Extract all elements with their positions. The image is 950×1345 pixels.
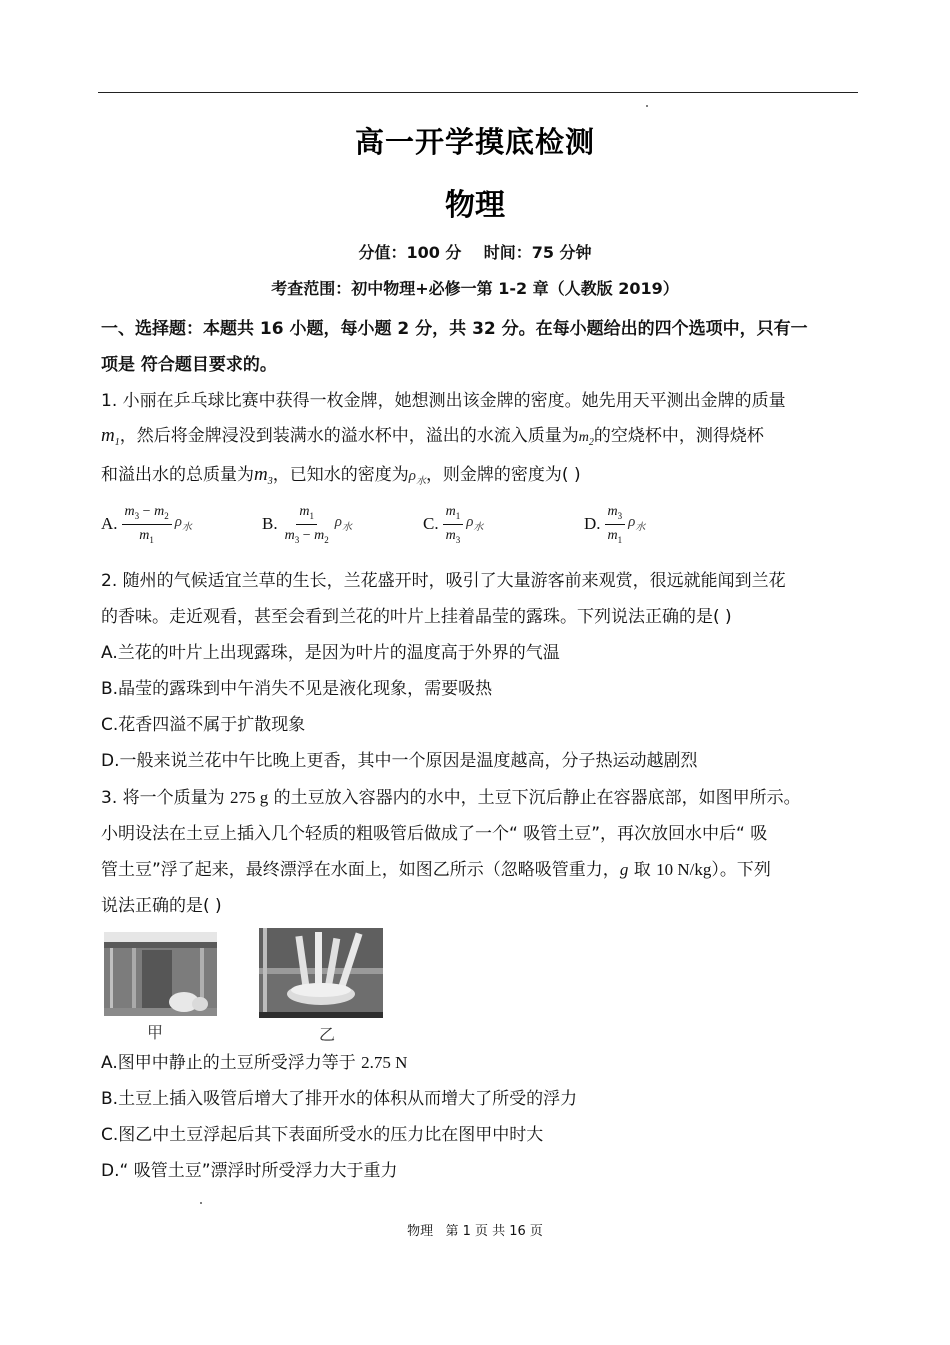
page-footer: 物理 第 1 页 共 16 页 bbox=[407, 1224, 543, 1239]
q1-option-c: C. $\frac{m_1}{m_3}$ $\rho_水$ bbox=[423, 504, 484, 545]
var-m2: $m_2$ bbox=[578, 430, 594, 448]
speck-bottom bbox=[200, 1202, 202, 1204]
q1-option-d: D. $\frac{m_3}{m_1}$ $\rho_水$ bbox=[584, 504, 646, 545]
q3-line2: 小明设法在土豆上插入几个轻质的粗吸管后做成了一个“ 吸管土豆”，再次放回水中后“ 吸 bbox=[101, 824, 768, 844]
section-heading-line1: 一、选择题：本题共 16 小题，每小题 2 分，共 32 分。在每小题给出的四个选项中，只有一 bbox=[101, 319, 808, 339]
fraction: $\frac{m_1}{m_3 - m_2}$ bbox=[284, 504, 329, 545]
q2-option-a: A.兰花的叶片上出现露珠，是因为叶片的温度高于外界的气温 bbox=[101, 643, 560, 663]
q2-option-d: D.一般来说兰花中午比晚上更香，其中一个原因是温度越高，分子热运动越剧烈 bbox=[101, 751, 698, 771]
q3-line1: 3. 将一个质量为 275 g 的土豆放入容器内的水中，土豆下沉后静止在容器底部，如图甲所示。 bbox=[101, 788, 801, 808]
score-time: 分值：100 分 时间：75 分钟 bbox=[358, 243, 592, 262]
q1-option-a: A. $\frac{m_3 - m_2}{m_1}$ $\rho_水$ bbox=[101, 504, 192, 545]
exam-title: 高一开学摸底检测 bbox=[354, 125, 595, 159]
q1-line3: 和溢出水的总质量为$m_3$，已知水的密度为$\rho_水$，则金牌的密度为( ) bbox=[101, 464, 581, 487]
caption-yi: 乙 bbox=[319, 1025, 336, 1044]
q3-option-b: B.土豆上插入吸管后增大了排开水的体积从而增大了所受的浮力 bbox=[101, 1089, 578, 1109]
q1-line1: 1. 小丽在乒乓球比赛中获得一枚金牌，她想测出该金牌的密度。她先用天平测出金牌的质量 bbox=[101, 391, 786, 411]
photo-potato-sunk bbox=[104, 932, 217, 1016]
photo-straw-potato bbox=[259, 928, 383, 1018]
exam-scope: 考查范围：初中物理+必修一第 1-2 章（人教版 2019） bbox=[271, 279, 679, 298]
fraction: $\frac{m_1}{m_3}$ bbox=[443, 503, 464, 545]
q3-option-d: D.“ 吸管土豆”漂浮时所受浮力大于重力 bbox=[101, 1161, 398, 1181]
q1-option-b: B. $\frac{m_1}{m_3 - m_2}$ $\rho_水$ bbox=[262, 504, 352, 545]
caption-jia: 甲 bbox=[147, 1023, 164, 1042]
q2-option-b: B.晶莹的露珠到中午消失不见是液化现象，需要吸热 bbox=[101, 679, 493, 699]
q2-option-c: C.花香四溢不属于扩散现象 bbox=[101, 715, 306, 735]
q3-option-a: A.图甲中静止的土豆所受浮力等于 2.75 N bbox=[101, 1053, 408, 1073]
q3-option-c: C.图乙中土豆浮起后其下表面所受水的压力比在图甲中时大 bbox=[101, 1125, 544, 1145]
subject-title: 物理 bbox=[445, 188, 505, 223]
var-m3: $m_3$ bbox=[254, 464, 273, 487]
section-heading-line2: 项是 符合题目要求的。 bbox=[101, 355, 277, 375]
q2-line1: 2. 随州的气候适宜兰草的生长，兰花盛开时，吸引了大量游客前来观赏，很远就能闻到兰花 bbox=[101, 571, 786, 591]
rho-water: $\rho_水$ bbox=[408, 468, 426, 487]
top-rule bbox=[98, 92, 858, 93]
var-m1: $m_1$ bbox=[101, 425, 120, 448]
q1-line2: $m_1$，然后将金牌浸没到装满水的溢水杯中，溢出的水流入质量为$m_2$的空烧杯中，测得烧杯 bbox=[101, 425, 764, 448]
q2-line2: 的香味。走近观看，甚至会看到兰花的叶片上挂着晶莹的露珠。下列说法正确的是( ) bbox=[101, 607, 732, 627]
q3-line4: 说法正确的是( ) bbox=[101, 896, 222, 916]
fraction: $\frac{m_3 - m_2}{m_1}$ bbox=[122, 503, 172, 545]
speck-top bbox=[646, 105, 648, 107]
q3-line3: 管土豆”浮了起来，最终漂浮在水面上，如图乙所示（忽略吸管重力，g 取 10 N/kg）。下列 bbox=[101, 860, 771, 880]
fraction: $\frac{m_3}{m_1}$ bbox=[605, 503, 626, 545]
